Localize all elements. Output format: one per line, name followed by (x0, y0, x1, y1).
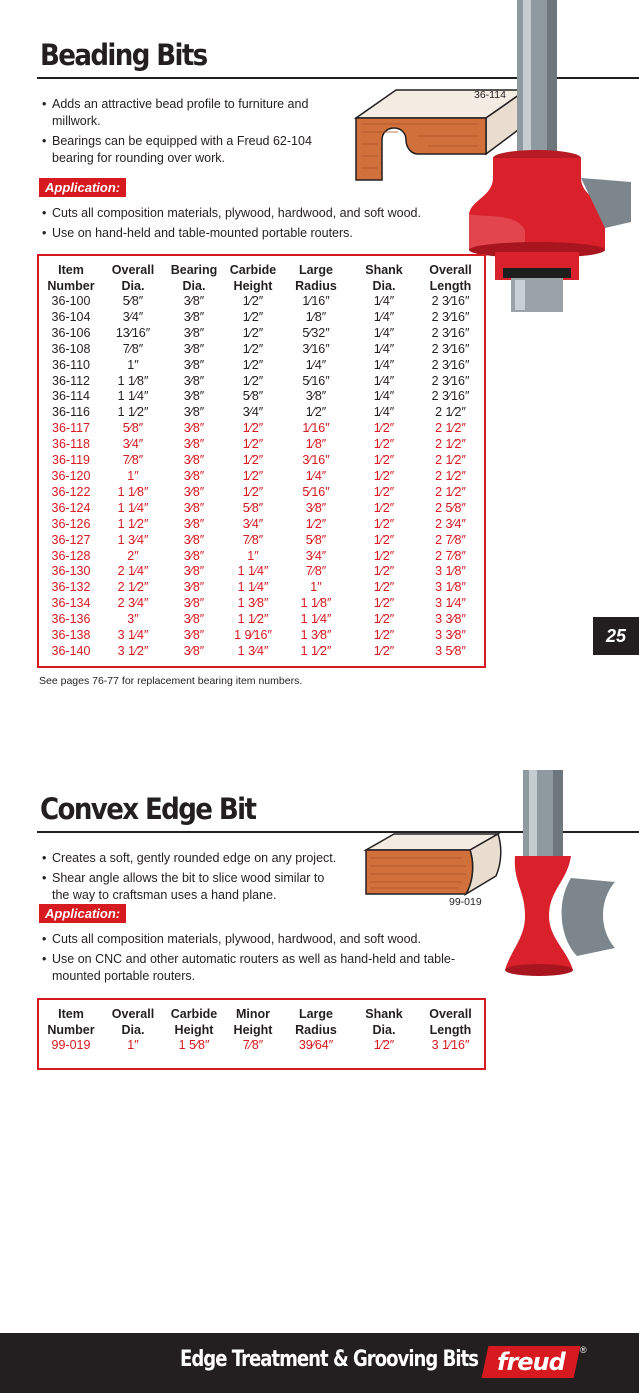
beading-application-item: • Use on hand-held and table-mounted portable routers. (42, 225, 472, 242)
header-line: Shank (365, 1007, 403, 1021)
table-cell: 2 1⁄2″ (435, 437, 466, 452)
table-cell: 1⁄2″ (305, 516, 327, 531)
header-line: Height (174, 1023, 214, 1037)
table-cell: 1⁄2″ (242, 373, 264, 388)
table-row (39, 421, 484, 437)
table-row (39, 437, 484, 453)
table-cell: 3⁄8″ (183, 612, 205, 627)
table-cell: 3⁄4″ (122, 309, 144, 324)
table-cell: 3⁄16″ (302, 453, 330, 468)
convex-feature-item: • Shear angle allows the bit to slice wood similar to the way to craftsman uses a hand plane. (42, 870, 342, 904)
header-line: Overall (429, 1007, 472, 1021)
table-cell: 36-136 (51, 612, 91, 627)
table-cell: 1⁄2″ (373, 580, 395, 595)
table-cell: 1⁄8″ (305, 309, 327, 324)
table-cell: 3⁄8″ (183, 564, 205, 579)
header-line: Item (58, 263, 84, 277)
table-cell: 1⁄2″ (373, 564, 395, 579)
table-row (39, 342, 484, 358)
beading-image-caption: 36-114 (474, 89, 506, 101)
table-row (39, 596, 484, 612)
table-cell: 1 1⁄4″ (117, 500, 149, 515)
table-cell: 1 3⁄8″ (237, 596, 269, 611)
header-line: Overall (429, 263, 472, 277)
table-cell: 5⁄8″ (242, 389, 264, 404)
header-line: Dia. (121, 1023, 145, 1037)
convex-application-list (42, 931, 462, 988)
header-line: Length (429, 1023, 472, 1037)
table-cell: 5⁄8″ (122, 421, 144, 436)
table-cell: 1″ (247, 548, 259, 563)
table-cell: 1⁄2″ (242, 294, 264, 308)
table-cell: 36-132 (51, 580, 91, 595)
table-cell: 1⁄2″ (373, 468, 395, 483)
table-row (39, 453, 484, 469)
table-cell: 7⁄8″ (122, 453, 144, 468)
table-cell: 2 1⁄4″ (117, 564, 149, 579)
beading-section-title: Beading Bits (40, 38, 207, 72)
table-row (39, 310, 484, 326)
table-row (39, 644, 484, 660)
table-cell: 3 1⁄8″ (435, 564, 466, 579)
beading-feature-item: • Adds an attractive bead profile to furniture and millwork. (42, 96, 332, 130)
table-cell: 2 5⁄8″ (435, 500, 466, 515)
table-row (39, 485, 484, 501)
table-cell: 1⁄16″ (302, 294, 330, 308)
table-cell: 36-119 (52, 453, 90, 468)
table-cell: 3⁄8″ (183, 437, 205, 452)
table-cell: 2 7⁄8″ (435, 548, 466, 563)
table-cell: 3 1⁄4″ (117, 628, 149, 643)
table-cell: 2 3⁄16″ (431, 325, 470, 340)
table-cell: 1⁄2″ (373, 628, 395, 643)
convex-image-caption: 99-019 (449, 896, 482, 908)
table-cell: 5⁄16″ (302, 373, 330, 388)
table-cell: 1⁄2″ (242, 453, 264, 468)
table-cell: 2 3⁄16″ (431, 309, 470, 324)
table-row (39, 501, 484, 517)
table-cell: 1⁄2″ (242, 309, 264, 324)
table-cell: 1⁄4″ (373, 357, 395, 372)
table-row (39, 549, 484, 565)
table-cell: 7⁄8″ (122, 341, 144, 356)
convex-spec-table (37, 998, 486, 1070)
table-cell: 2 1⁄2″ (117, 580, 149, 595)
beading-feature-list (42, 96, 332, 170)
table-cell: 1 1⁄8″ (300, 596, 332, 611)
header-line: Number (47, 279, 95, 293)
table-cell: 2 3⁄16″ (431, 294, 470, 308)
header-cell (103, 1006, 163, 1038)
table-cell: 3⁄8″ (183, 548, 205, 563)
header-line: Height (233, 1023, 273, 1037)
convex-router-bit-illustration (495, 770, 639, 980)
table-cell: 3 5⁄8″ (435, 643, 466, 658)
registered-mark: ® (580, 1345, 587, 1355)
logo-text: freud (497, 1348, 565, 1376)
convex-table-body (39, 1038, 484, 1054)
table-cell: 36-124 (51, 500, 91, 515)
table-cell: 3⁄8″ (183, 325, 205, 340)
header-cell (39, 1006, 103, 1038)
table-cell: 1⁄4″ (305, 468, 327, 483)
table-cell: 1⁄2″ (242, 325, 264, 340)
table-cell: 3 1⁄4″ (435, 596, 466, 611)
footer-title: Edge Treatment & Grooving Bits (180, 1347, 478, 1372)
table-cell: 1″ (127, 357, 139, 372)
beading-application-label: Application: (39, 178, 126, 197)
table-row (39, 294, 484, 310)
table-cell: 36-106 (51, 325, 91, 340)
page-footer (0, 1333, 639, 1393)
table-cell: 1 1⁄4″ (237, 564, 269, 579)
table-cell: 1 1⁄4″ (300, 612, 332, 627)
table-cell: 3⁄8″ (183, 596, 205, 611)
table-cell: 5⁄8″ (305, 532, 327, 547)
table-cell: 36-112 (52, 373, 90, 388)
header-line: Dia. (121, 279, 145, 293)
table-cell: 1⁄4″ (373, 389, 395, 404)
convex-section-title: Convex Edge Bit (40, 792, 256, 826)
table-cell: 13⁄16″ (115, 325, 151, 340)
table-cell: 3⁄8″ (183, 405, 205, 420)
table-cell: 1⁄2″ (373, 596, 395, 611)
table-cell: 3⁄4″ (242, 516, 264, 531)
table-cell: 1⁄4″ (373, 325, 395, 340)
header-cell (351, 1006, 417, 1038)
convex-application-item: • Use on CNC and other automatic routers as well as hand-held and table-mounted portable routers. (42, 951, 462, 985)
header-line: Carbide (170, 1007, 218, 1021)
table-cell: 36-134 (51, 596, 91, 611)
table-cell: 1⁄2″ (373, 484, 395, 499)
table-cell: 3 1⁄8″ (435, 580, 466, 595)
table-cell: 3⁄8″ (183, 516, 205, 531)
table-row (39, 628, 484, 644)
table-cell: 1⁄2″ (373, 532, 395, 547)
header-line: Dia. (372, 1023, 396, 1037)
table-cell: 39⁄64″ (298, 1038, 334, 1052)
table-cell: 5⁄32″ (302, 325, 330, 340)
table-row (39, 326, 484, 342)
table-cell: 36-100 (51, 294, 91, 308)
table-cell: 7⁄8″ (305, 564, 327, 579)
header-cell (417, 1006, 484, 1038)
table-cell: 3⁄8″ (183, 468, 205, 483)
table-cell: 1 1⁄2″ (117, 516, 149, 531)
table-row (39, 358, 484, 374)
page-number-tab: 25 (593, 617, 639, 655)
table-cell: 3 3⁄8″ (435, 612, 466, 627)
table-cell: 3⁄4″ (305, 548, 327, 563)
table-cell: 5⁄8″ (242, 500, 264, 515)
table-cell: 1⁄2″ (242, 484, 264, 499)
header-cell (417, 262, 484, 294)
convex-profile-illustration (362, 832, 502, 902)
table-cell: 2 3⁄4″ (435, 516, 466, 531)
table-cell: 3⁄8″ (183, 421, 205, 436)
table-cell: 2 7⁄8″ (435, 532, 466, 547)
table-cell: 1⁄2″ (373, 643, 395, 658)
beading-application-item: • Cuts all composition materials, plywood, hardwood, and soft wood. (42, 205, 472, 222)
table-cell: 1⁄2″ (373, 437, 395, 452)
table-cell: 3⁄8″ (305, 389, 327, 404)
header-cell (103, 262, 163, 294)
table-cell: 36-138 (51, 628, 91, 643)
table-row (39, 469, 484, 485)
table-cell: 3⁄4″ (242, 405, 264, 420)
table-cell: 36-130 (51, 564, 91, 579)
table-cell: 1″ (127, 468, 139, 483)
table-cell: 1⁄2″ (373, 1038, 395, 1052)
table-row (39, 612, 484, 628)
table-cell: 1⁄16″ (302, 421, 330, 436)
table-cell: 3″ (127, 612, 139, 627)
header-cell (281, 1006, 351, 1038)
table-cell: 36-108 (51, 341, 91, 356)
convex-feature-list (42, 850, 342, 907)
table-cell: 1⁄4″ (373, 405, 395, 420)
table-cell: 1⁄4″ (373, 373, 395, 388)
table-cell: 2 3⁄16″ (431, 389, 470, 404)
beading-feature-item: • Bearings can be equipped with a Freud 62-104 bearing for rounding over work. (42, 133, 332, 167)
table-cell: 36-117 (52, 421, 90, 436)
table-cell: 3 1⁄16″ (431, 1038, 470, 1052)
table-row (39, 533, 484, 549)
table-cell: 1 3⁄4″ (237, 643, 269, 658)
header-line: Length (429, 279, 472, 293)
header-line: Shank (365, 263, 403, 277)
table-cell: 1⁄8″ (305, 437, 327, 452)
beading-header-row (39, 262, 484, 294)
table-cell: 36-122 (51, 484, 91, 499)
table-cell: 2 1⁄2″ (435, 421, 466, 436)
table-cell: 2 1⁄2″ (435, 468, 466, 483)
beading-application-list (42, 205, 472, 245)
table-cell: 1⁄2″ (242, 341, 264, 356)
convex-feature-item: • Creates a soft, gently rounded edge on any project. (42, 850, 342, 867)
table-cell: 5⁄16″ (302, 484, 330, 499)
table-cell: 36-127 (51, 532, 91, 547)
table-row (39, 517, 484, 533)
table-cell: 1⁄2″ (373, 500, 395, 515)
table-cell: 1⁄2″ (242, 468, 264, 483)
beading-table-body (39, 294, 484, 660)
header-line: Bearing (170, 263, 218, 277)
table-cell: 1⁄4″ (373, 341, 395, 356)
convex-application-item: • Cuts all composition materials, plywood, hardwood, and soft wood. (42, 931, 462, 948)
header-cell (225, 1006, 281, 1038)
table-row (39, 1038, 484, 1054)
table-cell: 1 1⁄8″ (117, 373, 149, 388)
table-cell: 3⁄8″ (183, 532, 205, 547)
table-cell: 3⁄8″ (183, 628, 205, 643)
header-line: Large (298, 1007, 334, 1021)
table-cell: 1⁄2″ (305, 405, 327, 420)
table-row (39, 564, 484, 580)
table-cell: 2 3⁄16″ (431, 357, 470, 372)
header-line: Item (58, 1007, 84, 1021)
convex-application-label: Application: (39, 904, 126, 923)
table-cell: 3⁄8″ (305, 500, 327, 515)
table-cell: 1⁄2″ (242, 357, 264, 372)
table-cell: 1 3⁄8″ (300, 628, 332, 643)
table-cell: 1⁄2″ (373, 453, 395, 468)
table-cell: 1 9⁄16″ (234, 628, 272, 643)
header-cell (225, 262, 281, 294)
header-line: Minor (235, 1007, 271, 1021)
table-cell: 1⁄4″ (373, 309, 395, 324)
header-line: Radius (295, 279, 337, 293)
table-cell: 7⁄8″ (242, 532, 264, 547)
table-row (39, 405, 484, 421)
table-cell: 7⁄8″ (242, 1038, 264, 1052)
table-cell: 3⁄8″ (183, 341, 205, 356)
table-cell: 36-116 (52, 405, 90, 420)
table-cell: 1⁄2″ (242, 421, 264, 436)
table-cell: 1 1⁄8″ (117, 484, 149, 499)
freud-logo (482, 1346, 581, 1378)
table-cell: 3⁄4″ (122, 437, 144, 452)
table-row (39, 580, 484, 596)
table-cell: 3⁄16″ (302, 341, 330, 356)
table-cell: 3⁄8″ (183, 500, 205, 515)
table-cell: 1⁄2″ (373, 516, 395, 531)
header-cell (351, 262, 417, 294)
table-cell: 1 1⁄2″ (237, 612, 269, 627)
beading-bearing-note: See pages 76-77 for replacement bearing item numbers. (39, 675, 303, 687)
table-cell: 2″ (127, 548, 139, 563)
table-cell: 3 1⁄2″ (117, 643, 149, 658)
header-line: Dia. (372, 279, 396, 293)
table-cell: 36-118 (52, 437, 90, 452)
table-cell: 99-019 (51, 1038, 91, 1052)
table-cell: 1 1⁄4″ (117, 389, 149, 404)
table-cell: 3⁄8″ (183, 643, 205, 658)
table-cell: 3⁄8″ (183, 309, 205, 324)
table-cell: 36-128 (51, 548, 91, 563)
header-line: Overall (111, 1007, 155, 1021)
table-cell: 1⁄2″ (373, 421, 395, 436)
table-cell: 1⁄4″ (305, 357, 327, 372)
table-cell: 3⁄8″ (183, 373, 205, 388)
table-cell: 3 3⁄8″ (435, 628, 466, 643)
table-cell: 1⁄2″ (242, 437, 264, 452)
table-cell: 36-104 (51, 309, 91, 324)
table-cell: 5⁄8″ (122, 294, 144, 308)
table-cell: 3⁄8″ (183, 453, 205, 468)
table-cell: 3⁄8″ (183, 389, 205, 404)
table-cell: 36-114 (52, 389, 90, 404)
table-cell: 1 1⁄2″ (117, 405, 149, 420)
table-cell: 1″ (127, 1038, 139, 1052)
table-cell: 36-110 (52, 357, 90, 372)
header-cell (281, 262, 351, 294)
table-cell: 2 1⁄2″ (435, 405, 466, 420)
header-cell (39, 262, 103, 294)
table-cell: 2 3⁄16″ (431, 373, 470, 388)
table-cell: 3⁄8″ (183, 357, 205, 372)
table-cell: 1 3⁄4″ (117, 532, 149, 547)
table-cell: 36-120 (51, 468, 91, 483)
header-line: Dia. (182, 279, 206, 293)
header-cell (163, 262, 225, 294)
table-cell: 1⁄2″ (373, 612, 395, 627)
table-cell: 3⁄8″ (183, 580, 205, 595)
header-line: Number (47, 1023, 95, 1037)
table-cell: 2 1⁄2″ (435, 453, 466, 468)
table-cell: 3⁄8″ (183, 484, 205, 499)
header-line: Carbide (229, 263, 277, 277)
table-cell: 1⁄2″ (373, 548, 395, 563)
table-cell: 2 1⁄2″ (435, 484, 466, 499)
table-row (39, 374, 484, 390)
table-cell: 1 5⁄8″ (178, 1038, 210, 1052)
table-cell: 2 3⁄16″ (431, 341, 470, 356)
table-cell: 36-140 (51, 643, 91, 658)
table-cell: 1 1⁄4″ (237, 580, 269, 595)
header-line: Radius (295, 1023, 337, 1037)
table-cell: 1 1⁄2″ (300, 643, 332, 658)
beading-spec-table (37, 254, 486, 668)
table-cell: 1⁄4″ (373, 294, 395, 308)
header-cell (163, 1006, 225, 1038)
table-cell: 3⁄8″ (183, 294, 205, 308)
header-line: Overall (111, 263, 155, 277)
header-line: Height (233, 279, 273, 293)
header-line: Large (298, 263, 334, 277)
table-row (39, 389, 484, 405)
convex-header-row (39, 1006, 484, 1038)
table-cell: 36-126 (51, 516, 91, 531)
table-cell: 2 3⁄4″ (117, 596, 149, 611)
table-cell: 1″ (310, 580, 322, 595)
